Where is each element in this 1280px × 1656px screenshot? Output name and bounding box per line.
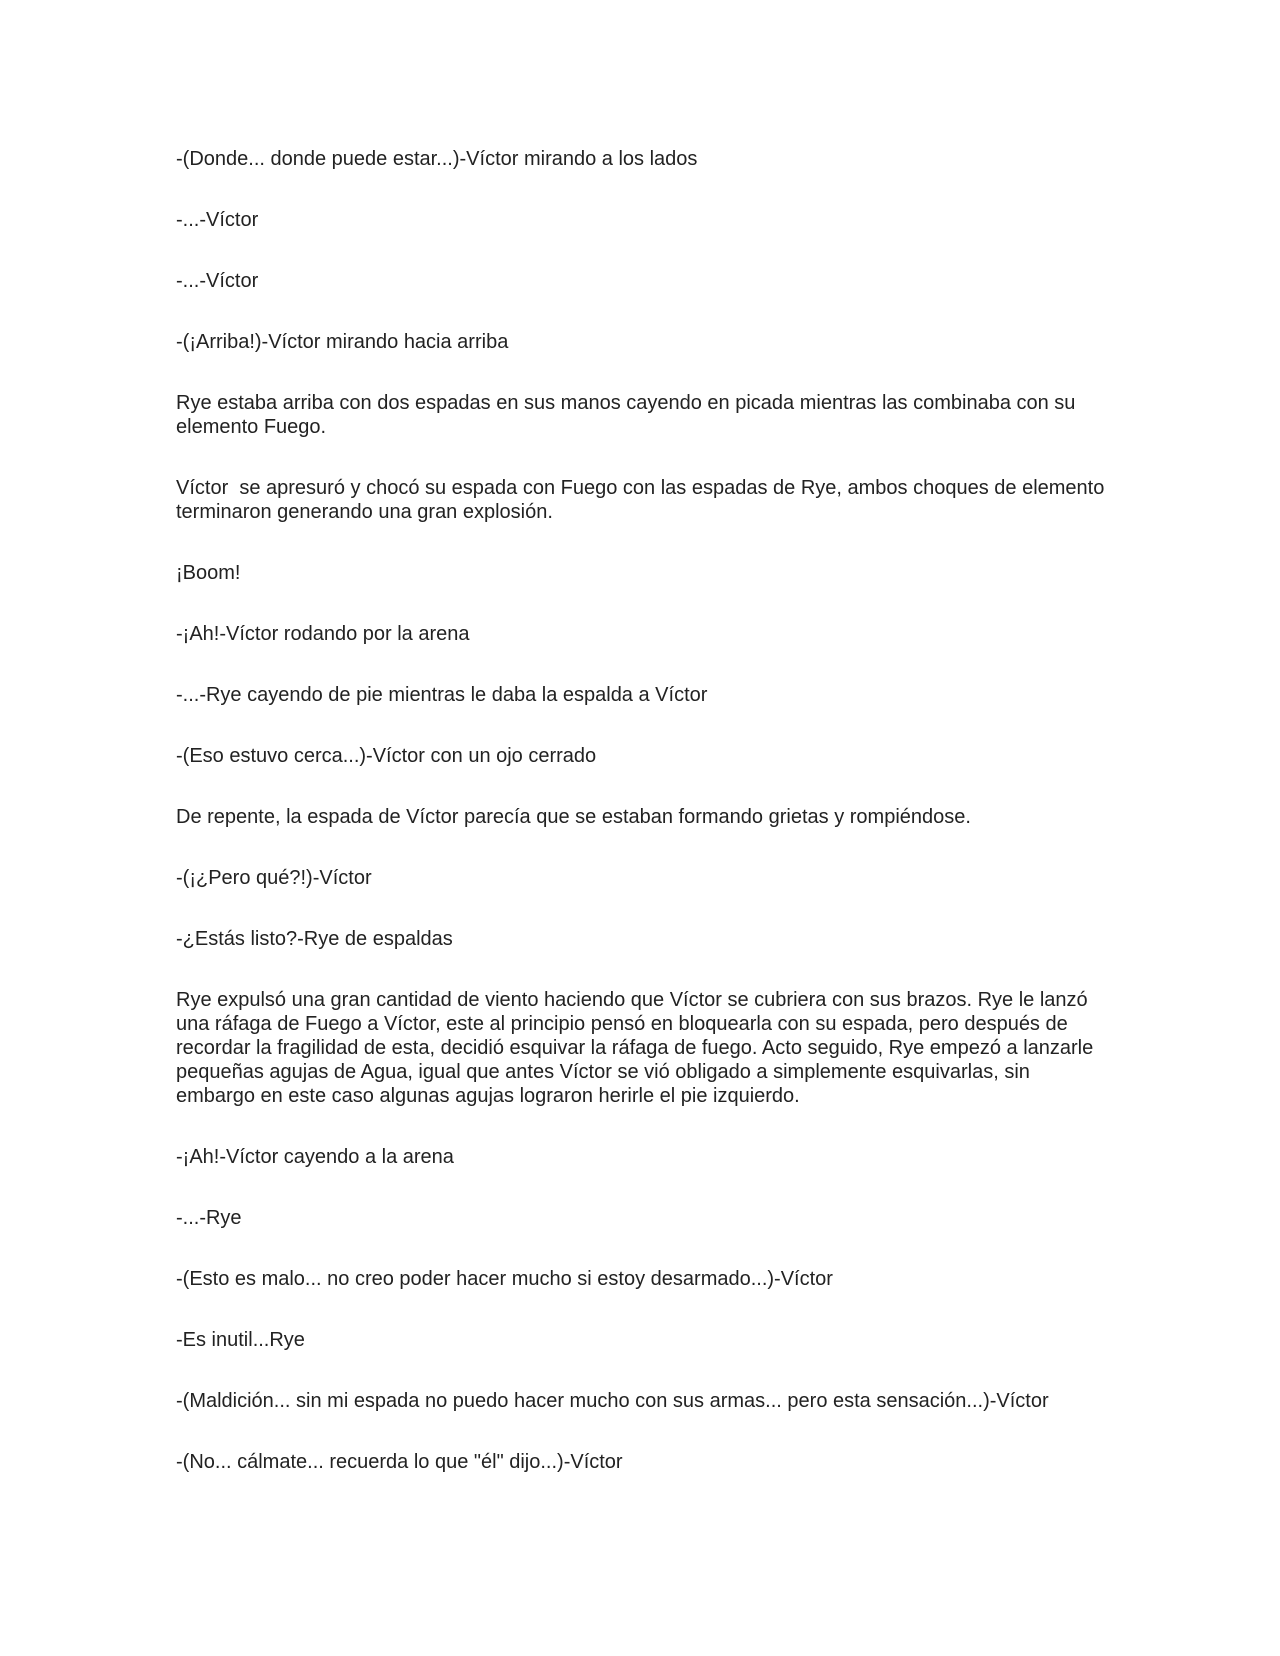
- document-body: [176, 147, 1110, 1511]
- paragraph: -(¡Arriba!)-Víctor mirando hacia arriba: [176, 331, 509, 353]
- paragraph: -¿Estás listo?-Rye de espaldas: [176, 928, 453, 950]
- paragraph: -...-Víctor: [176, 270, 259, 292]
- paragraph: -Es inutil...Rye: [176, 1329, 305, 1351]
- paragraph: -(No... cálmate... recuerda lo que "él" dijo...)-Víctor: [176, 1451, 623, 1473]
- paragraph: -...-Rye: [176, 1207, 242, 1229]
- paragraph: ¡Boom!: [176, 562, 241, 584]
- paragraph: Rye estaba arriba con dos espadas en sus manos cayendo en picada mientras las combinaba con su elemento Fuego.: [176, 392, 1081, 438]
- paragraph: -...-Rye cayendo de pie mientras le daba la espalda a Víctor: [176, 684, 708, 706]
- paragraph: Víctor se apresuró y chocó su espada con Fuego con las espadas de Rye, ambos choques de elemento terminaron generando una gran explosión.: [176, 477, 1110, 523]
- paragraph: -(Donde... donde puede estar...)-Víctor mirando a los lados: [176, 148, 698, 170]
- paragraph: -...-Víctor: [176, 209, 259, 231]
- paragraph: -¡Ah!-Víctor rodando por la arena: [176, 623, 470, 645]
- paragraph: De repente, la espada de Víctor parecía que se estaban formando grietas y rompiéndose.: [176, 806, 971, 828]
- paragraph: -(Maldición... sin mi espada no puedo hacer mucho con sus armas... pero esta sensación...)-Víctor: [176, 1390, 1049, 1412]
- paragraph: -(¡¿Pero qué?!)-Víctor: [176, 867, 372, 889]
- paragraph: -(Eso estuvo cerca...)-Víctor con un ojo cerrado: [176, 745, 597, 767]
- paragraph: -(Esto es malo... no creo poder hacer mucho si estoy desarmado...)-Víctor: [176, 1268, 833, 1290]
- paragraph: -¡Ah!-Víctor cayendo a la arena: [176, 1146, 454, 1168]
- paragraph: Rye expulsó una gran cantidad de viento haciendo que Víctor se cubriera con sus brazos. Rye le lanzó una ráfaga de Fuego a Víctor, este al principio pensó en bloquearla con su espada, pero después de recordar la fragilidad de esta, decidió esquivar la ráfaga de fuego. Acto seguido, Rye empezó a lanzarle pequeñas agujas de Agua, igual que antes Víctor se vió obligado a simplemente esquivarlas, sin embargo en este caso algunas agujas lograron herirle el pie izquierdo.: [176, 989, 1099, 1107]
